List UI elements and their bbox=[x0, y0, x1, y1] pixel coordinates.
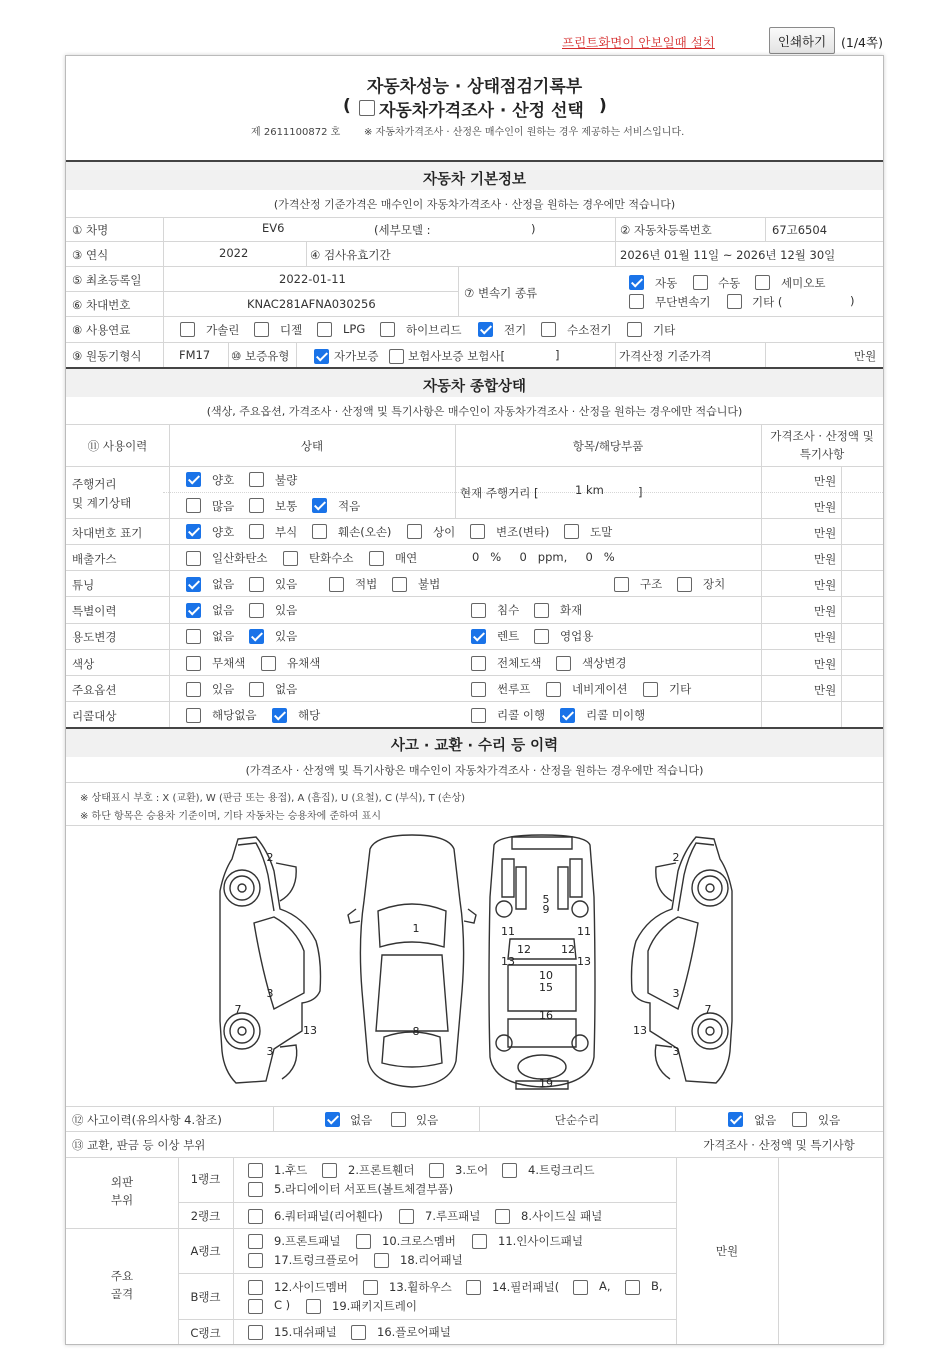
first-reg-label: ⑤ 최초등록일 bbox=[72, 273, 142, 287]
tuning-price-unit: 만원 bbox=[814, 578, 837, 592]
recall-done-label: 리콜 이행 bbox=[497, 708, 546, 722]
part-7-checkbox[interactable] bbox=[399, 1209, 414, 1224]
emission-values: 0 % 0 ppm, 0 % bbox=[472, 550, 615, 564]
vin-mismatch-label: 상이 bbox=[433, 525, 456, 539]
first-reg-value: 2022-01-11 bbox=[279, 272, 346, 286]
accident-yes-label: 있음 bbox=[416, 1113, 439, 1127]
fuel-diesel-checkbox[interactable] bbox=[254, 322, 269, 337]
tuning-device-label: 장치 bbox=[703, 577, 726, 591]
part-14-b-checkbox[interactable] bbox=[625, 1280, 640, 1295]
part-1-label: 1.후드 bbox=[274, 1163, 308, 1177]
rankC-label: C랭크 bbox=[190, 1326, 221, 1340]
color-chromatic-label: 유채색 bbox=[287, 656, 321, 670]
part-3-checkbox[interactable] bbox=[429, 1163, 444, 1178]
accident-history-label: ⑫ 사고이력(유의사항 4.참조) bbox=[72, 1113, 222, 1127]
tuning-none-checkbox[interactable] bbox=[186, 577, 201, 592]
trans-other-close: ) bbox=[850, 294, 855, 308]
diagram-label-8-left: 7 bbox=[234, 1003, 242, 1016]
part-8-label: 8.사이드실 패널 bbox=[521, 1209, 603, 1223]
part-10-checkbox[interactable] bbox=[356, 1234, 371, 1249]
emission-price-unit: 만원 bbox=[814, 552, 837, 566]
part-3-label: 3.도어 bbox=[455, 1163, 489, 1177]
usage-yes-label: 있음 bbox=[275, 629, 298, 643]
recall-yes-label: 해당 bbox=[298, 708, 321, 722]
part-6-checkbox[interactable] bbox=[248, 1209, 263, 1224]
special-history-label: 특별이력 bbox=[72, 604, 117, 618]
vin-value: KNAC281AFNA030256 bbox=[247, 297, 376, 311]
diagram-label-14-right: 13 bbox=[633, 1024, 647, 1037]
part-17-checkbox[interactable] bbox=[248, 1253, 263, 1268]
tuning-structure-checkbox[interactable] bbox=[614, 577, 629, 592]
mileage-few-label: 적음 bbox=[338, 499, 361, 513]
mileage-label-2: 및 계기상태 bbox=[72, 496, 132, 510]
gauge-good-checkbox[interactable] bbox=[186, 472, 201, 487]
vin-corroded-label: 부식 bbox=[275, 525, 298, 539]
part-1-checkbox[interactable] bbox=[248, 1163, 263, 1178]
part-2-label: 2.프론트휀더 bbox=[348, 1163, 415, 1177]
diagram-label-5: 5 bbox=[542, 893, 550, 906]
option-navigation-label: 네비게이션 bbox=[572, 682, 628, 696]
usage-rent-label: 렌트 bbox=[497, 629, 520, 643]
simple-repair-none-label: 없음 bbox=[754, 1113, 777, 1127]
diagram-label-14-left: 13 bbox=[303, 1024, 317, 1037]
warranty-label: ⑩ 보증유형 bbox=[231, 349, 290, 363]
diagram-label-2-left: 2 bbox=[266, 851, 274, 864]
mileage-label-1: 주행거리 bbox=[72, 477, 117, 491]
part-14-b-label: B, bbox=[651, 1279, 663, 1293]
diagram-label-2-right: 2 bbox=[672, 851, 680, 864]
fuel-other-checkbox[interactable] bbox=[627, 322, 642, 337]
trans-semi-label: 세미오토 bbox=[781, 276, 826, 290]
vin-good-label: 양호 bbox=[212, 525, 235, 539]
trans-other-label: 기타 ( bbox=[752, 295, 783, 309]
trans-semi-checkbox[interactable] bbox=[755, 275, 770, 290]
price-survey-checkbox[interactable] bbox=[359, 100, 375, 116]
recall-na-label: 해당없음 bbox=[212, 708, 257, 722]
part-12-label: 12.사이드멤버 bbox=[274, 1280, 348, 1294]
print-install-link[interactable]: 프린트화면이 안보일때 설치 bbox=[562, 35, 715, 50]
diagram-label-3-left-lower: 3 bbox=[266, 1045, 274, 1058]
fuel-gasoline-label: 가솔린 bbox=[206, 323, 240, 337]
part-15-checkbox[interactable] bbox=[248, 1325, 263, 1340]
part-14-checkbox[interactable] bbox=[466, 1280, 481, 1295]
emission-co-checkbox[interactable] bbox=[186, 551, 201, 566]
special-fire-label: 화재 bbox=[560, 603, 583, 617]
warranty-self-label: 자가보증 bbox=[334, 349, 379, 363]
tuning-none-label: 없음 bbox=[212, 577, 235, 591]
part-11-label: 11.인사이드패널 bbox=[498, 1234, 583, 1248]
vin-altered-label: 변조(변타) bbox=[496, 525, 550, 539]
trans-auto-label: 자동 bbox=[655, 276, 678, 290]
reg-no-label: ② 자동차등록번호 bbox=[620, 223, 712, 237]
vehicle-standard-note: ※ 하단 항목은 승용차 기준이며, 기타 자동차는 승용차에 준하여 표시 bbox=[80, 811, 381, 822]
recall-not-done-label: 리콜 미이행 bbox=[586, 708, 646, 722]
option-yes-checkbox[interactable] bbox=[186, 682, 201, 697]
color-price-unit: 만원 bbox=[814, 657, 837, 671]
trans-manual-label: 수동 bbox=[718, 276, 741, 290]
document-subtitle: 자동차가격조사 · 산정 선택 bbox=[379, 101, 584, 121]
part-4-label: 4.트렁크리드 bbox=[528, 1163, 595, 1177]
mileage-normal-checkbox[interactable] bbox=[249, 498, 264, 513]
usage-yes-checkbox[interactable] bbox=[249, 629, 264, 644]
detail-model-label: (세부모델 : bbox=[374, 223, 431, 237]
vehicle-diagram bbox=[216, 831, 736, 1093]
fuel-diesel-label: 디젤 bbox=[280, 323, 303, 337]
recall-done-checkbox[interactable] bbox=[471, 708, 486, 723]
usage-price-unit: 만원 bbox=[814, 630, 837, 644]
gauge-bad-label: 불량 bbox=[275, 473, 298, 487]
fuel-gasoline-checkbox[interactable] bbox=[180, 322, 195, 337]
fuel-hybrid-checkbox[interactable] bbox=[380, 322, 395, 337]
simple-repair-yes-label: 있음 bbox=[818, 1113, 841, 1127]
fuel-hydrogen-label: 수소전기 bbox=[567, 323, 612, 337]
special-flood-label: 침수 bbox=[497, 603, 520, 617]
inspection-label: ④ 검사유효기간 bbox=[310, 248, 391, 262]
main-frame-label-1: 주요 bbox=[110, 1269, 134, 1283]
special-yes-checkbox[interactable] bbox=[249, 603, 264, 618]
options-price-unit: 만원 bbox=[814, 683, 837, 697]
part-14-label: 14.필러패널( bbox=[492, 1280, 560, 1294]
color-change-checkbox[interactable] bbox=[556, 656, 571, 671]
trans-manual-checkbox[interactable] bbox=[693, 275, 708, 290]
engine-label: ⑨ 원동기형식 bbox=[72, 349, 142, 363]
tuning-illegal-checkbox[interactable] bbox=[392, 577, 407, 592]
tuning-yes-checkbox[interactable] bbox=[249, 577, 264, 592]
print-button[interactable]: 인쇄하기 bbox=[769, 27, 835, 54]
document-number: 제 2611100872 호 bbox=[251, 127, 341, 138]
part-10-label: 10.크로스멤버 bbox=[382, 1234, 456, 1248]
warranty-self-checkbox[interactable] bbox=[314, 349, 329, 364]
part-14-c-checkbox[interactable] bbox=[248, 1299, 263, 1314]
exchange-price-unit: 만원 bbox=[715, 1244, 739, 1258]
trans-cvt-label: 무단변속기 bbox=[655, 295, 711, 309]
tuning-device-checkbox[interactable] bbox=[677, 577, 692, 592]
part-18-label: 18.리어패널 bbox=[400, 1253, 463, 1267]
base-price-label: 가격산정 기준가격 bbox=[619, 349, 712, 363]
vin-stolen-label: 도말 bbox=[590, 525, 613, 539]
vin-good-checkbox[interactable] bbox=[186, 524, 201, 539]
diagram-label-19: 19 bbox=[539, 1077, 553, 1090]
vin-mark-price-unit: 만원 bbox=[814, 526, 837, 540]
diagram-label-1: 1 bbox=[412, 922, 420, 935]
emission-label: 배출가스 bbox=[72, 552, 117, 566]
part-16-checkbox[interactable] bbox=[351, 1325, 366, 1340]
usage-business-label: 영업용 bbox=[560, 629, 594, 643]
usage-rent-checkbox[interactable] bbox=[471, 629, 486, 644]
part-8-checkbox[interactable] bbox=[495, 1209, 510, 1224]
car-name-value: EV6 bbox=[262, 221, 285, 235]
base-price-unit: 만원 bbox=[854, 349, 877, 363]
part-15-label: 15.대쉬패널 bbox=[274, 1325, 337, 1339]
diagram-label-11-left: 11 bbox=[501, 925, 515, 938]
part-13-label: 13.휠하우스 bbox=[389, 1280, 452, 1294]
year-value: 2022 bbox=[219, 246, 249, 260]
inspection-value: 2026년 01월 11일 ~ 2026년 12월 30일 bbox=[620, 248, 836, 262]
option-sunroof-label: 썬루프 bbox=[497, 682, 531, 696]
page-count: (1/4쪽) bbox=[841, 35, 883, 50]
fuel-lpg-checkbox[interactable] bbox=[317, 322, 332, 337]
fuel-hybrid-label: 하이브리드 bbox=[406, 323, 462, 337]
part-6-label: 6.쿼터패널(리어휀다) bbox=[274, 1209, 383, 1223]
part-19-label: 19.패키지트레이 bbox=[332, 1299, 417, 1313]
outer-panel-label-1: 외판 bbox=[110, 1175, 134, 1189]
trans-auto-checkbox[interactable] bbox=[629, 275, 644, 290]
part-7-label: 7.루프패널 bbox=[425, 1209, 481, 1223]
accident-history-note: (가격조사 · 산정액 및 특기사항은 매수인이 자동차가격조사 · 산정을 원하는 경우에만 적습니다) bbox=[245, 764, 704, 777]
usage-change-label: 용도변경 bbox=[72, 630, 117, 644]
color-full-paint-label: 전체도색 bbox=[497, 656, 542, 670]
warranty-insurance-label: 보험사보증 보험사[ bbox=[408, 349, 506, 363]
col-status: 상태 bbox=[300, 439, 324, 453]
detail-model-close: ) bbox=[531, 222, 536, 236]
diagram-label-8-right: 7 bbox=[704, 1003, 712, 1016]
tuning-illegal-label: 불법 bbox=[418, 577, 441, 591]
part-9-label: 9.프론트패널 bbox=[274, 1234, 341, 1248]
part-5-checkbox[interactable] bbox=[248, 1182, 263, 1197]
diagram-label-3-right-lower: 3 bbox=[672, 1045, 680, 1058]
emission-smoke-checkbox[interactable] bbox=[369, 551, 384, 566]
option-no-checkbox[interactable] bbox=[249, 682, 264, 697]
year-label: ③ 연식 bbox=[72, 248, 109, 262]
overall-condition-title: 자동차 종합상태 bbox=[422, 379, 527, 395]
fuel-hydrogen-checkbox[interactable] bbox=[541, 322, 556, 337]
mileage-many-checkbox[interactable] bbox=[186, 498, 201, 513]
current-mileage-label: 현재 주행거리 [ bbox=[460, 486, 539, 500]
color-change-label: 색상변경 bbox=[582, 656, 627, 670]
mileage-few-checkbox[interactable] bbox=[312, 498, 327, 513]
gauge-good-label: 양호 bbox=[212, 473, 235, 487]
part-11-checkbox[interactable] bbox=[472, 1234, 487, 1249]
diagram-label-9: 9 bbox=[542, 903, 550, 916]
tuning-legal-label: 적법 bbox=[355, 577, 378, 591]
usage-none-checkbox[interactable] bbox=[186, 629, 201, 644]
rank2-label: 2랭크 bbox=[190, 1209, 221, 1223]
col-price-line2: 특기사항 bbox=[799, 447, 845, 461]
diagram-label-3-right-upper: 3 bbox=[672, 987, 680, 1000]
color-achromatic-checkbox[interactable] bbox=[186, 656, 201, 671]
vin-corroded-checkbox[interactable] bbox=[249, 524, 264, 539]
outer-panel-label-2: 부위 bbox=[110, 1193, 134, 1207]
part-5-label: 5.라디에이터 서포트(볼트체결부품) bbox=[274, 1182, 454, 1196]
fuel-other-label: 기타 bbox=[653, 323, 676, 337]
part-4-checkbox[interactable] bbox=[502, 1163, 517, 1178]
car-name-label: ① 차명 bbox=[72, 223, 109, 237]
diagram-label-12-right: 12 bbox=[561, 943, 575, 956]
recall-yes-checkbox[interactable] bbox=[272, 708, 287, 723]
option-navigation-checkbox[interactable] bbox=[546, 682, 561, 697]
diagram-label-13-left: 13 bbox=[501, 955, 515, 968]
tuning-yes-label: 있음 bbox=[275, 577, 298, 591]
mileage-normal-label: 보통 bbox=[275, 499, 298, 513]
usage-business-checkbox[interactable] bbox=[534, 629, 549, 644]
part-19-checkbox[interactable] bbox=[306, 1299, 321, 1314]
special-flood-checkbox[interactable] bbox=[471, 603, 486, 618]
tuning-structure-label: 구조 bbox=[640, 577, 663, 591]
vin-mismatch-checkbox[interactable] bbox=[407, 524, 422, 539]
current-mileage-close: ] bbox=[638, 485, 643, 499]
options-label: 주요옵션 bbox=[72, 683, 117, 697]
diagram-label-12-left: 12 bbox=[517, 943, 531, 956]
vin-damaged-checkbox[interactable] bbox=[312, 524, 327, 539]
diagram-label-11-right: 11 bbox=[577, 925, 591, 938]
option-no-label: 없음 bbox=[275, 682, 298, 696]
diagram-label-7: 8 bbox=[412, 1025, 420, 1038]
part-9-checkbox[interactable] bbox=[248, 1234, 263, 1249]
rankA-label: A랭크 bbox=[190, 1244, 221, 1258]
option-sunroof-checkbox[interactable] bbox=[471, 682, 486, 697]
tuning-legal-checkbox[interactable] bbox=[329, 577, 344, 592]
simple-repair-none-checkbox[interactable] bbox=[728, 1112, 743, 1127]
special-yes-label: 있음 bbox=[275, 603, 298, 617]
col-history: ⑪ 사용이력 bbox=[87, 439, 148, 453]
special-fire-checkbox[interactable] bbox=[534, 603, 549, 618]
document-title: 자동차성능 · 상태점검기록부 bbox=[366, 77, 583, 97]
trans-other-checkbox[interactable] bbox=[727, 294, 742, 309]
fuel-label: ⑧ 사용연료 bbox=[72, 323, 131, 337]
diagram-label-16: 16 bbox=[539, 1009, 553, 1022]
accident-none-checkbox[interactable] bbox=[325, 1112, 340, 1127]
mileage-price-unit: 만원 bbox=[814, 474, 837, 488]
vin-damaged-label: 훼손(오손) bbox=[338, 525, 392, 539]
col-price-line1: 가격조사 · 산정액 및 bbox=[770, 429, 874, 443]
vin-stolen-checkbox[interactable] bbox=[564, 524, 579, 539]
part-14-a-checkbox[interactable] bbox=[573, 1280, 588, 1295]
emission-hc-checkbox[interactable] bbox=[283, 551, 298, 566]
recall-label: 리콜대상 bbox=[72, 709, 117, 723]
mileage-many-label: 많음 bbox=[212, 499, 235, 513]
part-16-label: 16.플로어패널 bbox=[377, 1325, 451, 1339]
col-item: 항목/해당부품 bbox=[572, 439, 644, 453]
title-paren-open: ( bbox=[343, 96, 351, 116]
gauge-bad-checkbox[interactable] bbox=[249, 472, 264, 487]
accident-history-title: 사고 · 교환 · 수리 등 이력 bbox=[390, 738, 559, 754]
fuel-lpg-label: LPG bbox=[343, 322, 366, 336]
main-frame-label-2: 골격 bbox=[110, 1287, 134, 1301]
emission-smoke-label: 매연 bbox=[395, 551, 418, 565]
overall-condition-note: (색상, 주요옵션, 가격조사 · 산정액 및 특기사항은 매수인이 자동차가격조사 · 산정을 원하는 경우에만 적습니다) bbox=[206, 405, 743, 418]
basic-info-title: 자동차 기본정보 bbox=[422, 172, 527, 188]
exchange-parts-label: ⑬ 교환, 판금 등 이상 부위 bbox=[72, 1138, 206, 1152]
rank1-label: 1랭크 bbox=[190, 1172, 221, 1186]
part-2-checkbox[interactable] bbox=[322, 1163, 337, 1178]
tuning-label: 튜닝 bbox=[72, 578, 95, 592]
usage-none-label: 없음 bbox=[212, 629, 235, 643]
part-14-a-label: A, bbox=[599, 1279, 611, 1293]
title-paren-close: ) bbox=[599, 96, 607, 116]
vin-altered-checkbox[interactable] bbox=[470, 524, 485, 539]
exchange-price-note: 가격조사 · 산정액 및 특기사항 bbox=[703, 1138, 855, 1152]
simple-repair-label: 단순수리 bbox=[554, 1113, 600, 1127]
color-full-paint-checkbox[interactable] bbox=[471, 656, 486, 671]
engine-value: FM17 bbox=[179, 348, 211, 362]
part-18-checkbox[interactable] bbox=[374, 1253, 389, 1268]
part-17-label: 17.트렁크플로어 bbox=[274, 1253, 359, 1267]
option-other-checkbox[interactable] bbox=[643, 682, 658, 697]
trans-cvt-checkbox[interactable] bbox=[629, 294, 644, 309]
warranty-insurance-checkbox[interactable] bbox=[389, 349, 404, 364]
vin-mark-label: 차대번호 표기 bbox=[72, 526, 143, 540]
option-other-label: 기타 bbox=[669, 682, 692, 696]
emission-hc-label: 탄화수소 bbox=[309, 551, 354, 565]
mileage-level-price-unit: 만원 bbox=[814, 500, 837, 514]
part-13-checkbox[interactable] bbox=[363, 1280, 378, 1295]
special-price-unit: 만원 bbox=[814, 604, 837, 618]
recall-na-checkbox[interactable] bbox=[186, 708, 201, 723]
special-none-label: 없음 bbox=[212, 603, 235, 617]
emission-co-label: 일산화탄소 bbox=[212, 551, 268, 565]
rankB-label: B랭크 bbox=[190, 1290, 221, 1304]
diagram-label-15: 15 bbox=[539, 981, 553, 994]
accident-none-label: 없음 bbox=[350, 1113, 373, 1127]
inspection-record-document bbox=[65, 55, 884, 1345]
header-note: ※ 자동차가격조사 · 산정은 매수인이 원하는 경우 제공하는 서비스입니다. bbox=[364, 127, 685, 138]
basic-info-note: (가격산정 기준가격은 매수인이 자동차가격조사 · 산정을 원하는 경우에만 적습니다) bbox=[273, 198, 676, 211]
recall-not-done-checkbox[interactable] bbox=[560, 708, 575, 723]
part-12-checkbox[interactable] bbox=[248, 1280, 263, 1295]
simple-repair-yes-checkbox[interactable] bbox=[792, 1112, 807, 1127]
warranty-insurance-close: ] bbox=[555, 348, 560, 362]
color-achromatic-label: 무채색 bbox=[212, 656, 246, 670]
fuel-electric-checkbox[interactable] bbox=[478, 322, 493, 337]
option-yes-label: 있음 bbox=[212, 682, 235, 696]
vin-label: ⑥ 차대번호 bbox=[72, 298, 131, 312]
special-none-checkbox[interactable] bbox=[186, 603, 201, 618]
color-chromatic-checkbox[interactable] bbox=[261, 656, 276, 671]
fuel-electric-label: 전기 bbox=[504, 323, 527, 337]
color-label: 색상 bbox=[72, 657, 95, 671]
accident-yes-checkbox[interactable] bbox=[391, 1112, 406, 1127]
top-bar bbox=[65, 27, 885, 55]
part-14-c-label: C ) bbox=[274, 1298, 291, 1312]
current-mileage-value: 1 km bbox=[575, 483, 604, 497]
reg-no-value: 67고6504 bbox=[772, 223, 828, 237]
diagram-label-10: 10 bbox=[539, 969, 553, 982]
diagram-label-13-right: 13 bbox=[577, 955, 591, 968]
transmission-label: ⑦ 변속기 종류 bbox=[464, 286, 538, 300]
diagram-label-3-left-upper: 3 bbox=[266, 987, 274, 1000]
status-symbol-legend: ※ 상태표시 부호 : X (교환), W (판금 또는 용접), A (흠집), U (요철), C (부식), T (손상) bbox=[80, 793, 466, 804]
